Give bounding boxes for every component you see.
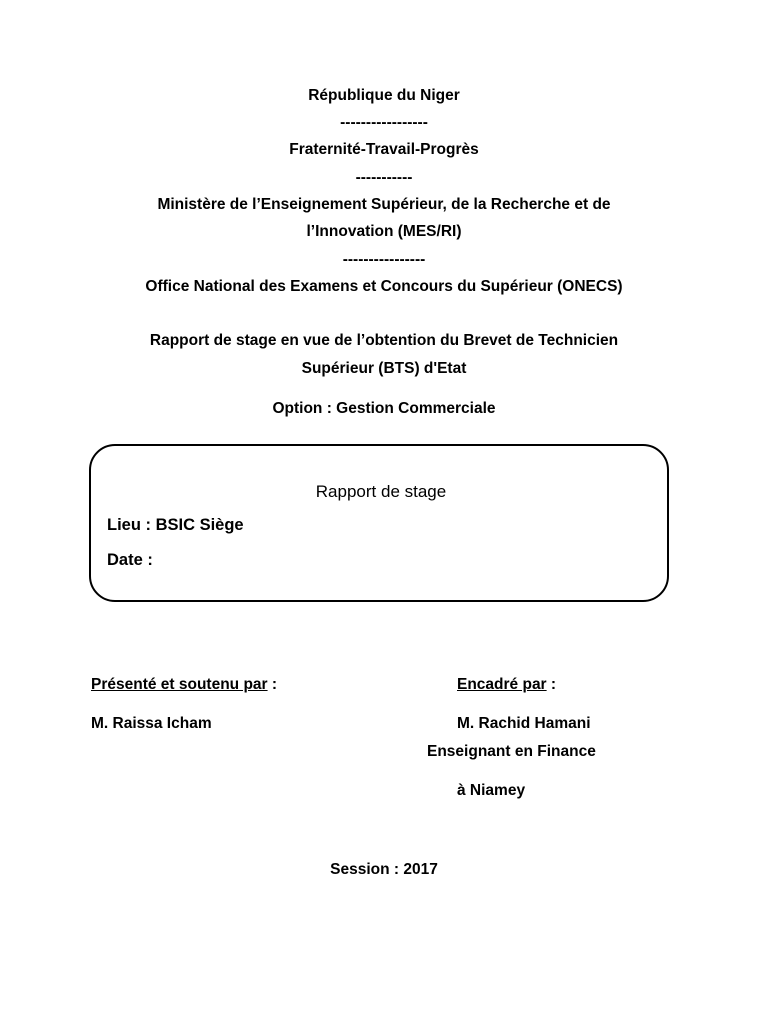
separator: ---------------- (342, 251, 426, 268)
session-line: Session : 2017 (330, 861, 438, 878)
ministry-line-1: Ministère de l’Enseignement Supérieur, de la Recherche et de (157, 196, 611, 213)
presenter-label (91, 676, 277, 694)
report-purpose-line-2: Supérieur (BTS) d'Etat (301, 360, 467, 377)
report-purpose-line-1: Rapport de stage en vue de l’obtention du Brevet de Technicien (149, 332, 619, 349)
separator: ----------- (355, 169, 413, 186)
supervisor-label-text: Encadré par (457, 676, 547, 693)
presenter-label-text: Présenté et soutenu par (91, 676, 268, 693)
ministry-line-2: l’Innovation (MES/RI) (306, 223, 462, 240)
national-motto: Fraternité-Travail-Progrès (289, 141, 479, 158)
colon: : (267, 676, 278, 693)
report-info-box (89, 444, 669, 602)
presenter-name: M. Raissa Icham (91, 715, 212, 732)
colon: : (546, 676, 557, 693)
box-title: Rapport de stage (315, 482, 447, 501)
location-line: Lieu : BSIC Siège (107, 516, 244, 534)
office-name: Office National des Examens et Concours du Supérieur (ONECS) (145, 278, 623, 295)
country-name: République du Niger (308, 87, 460, 104)
supervisor-label (457, 676, 556, 694)
supervisor-name: M. Rachid Hamani (457, 715, 591, 732)
option-line: Option : Gestion Commerciale (272, 400, 496, 417)
supervisor-role: Enseignant en Finance (427, 743, 596, 760)
supervisor-city: à Niamey (457, 782, 526, 799)
date-line: Date : (107, 551, 153, 569)
separator: ----------------- (340, 114, 428, 131)
